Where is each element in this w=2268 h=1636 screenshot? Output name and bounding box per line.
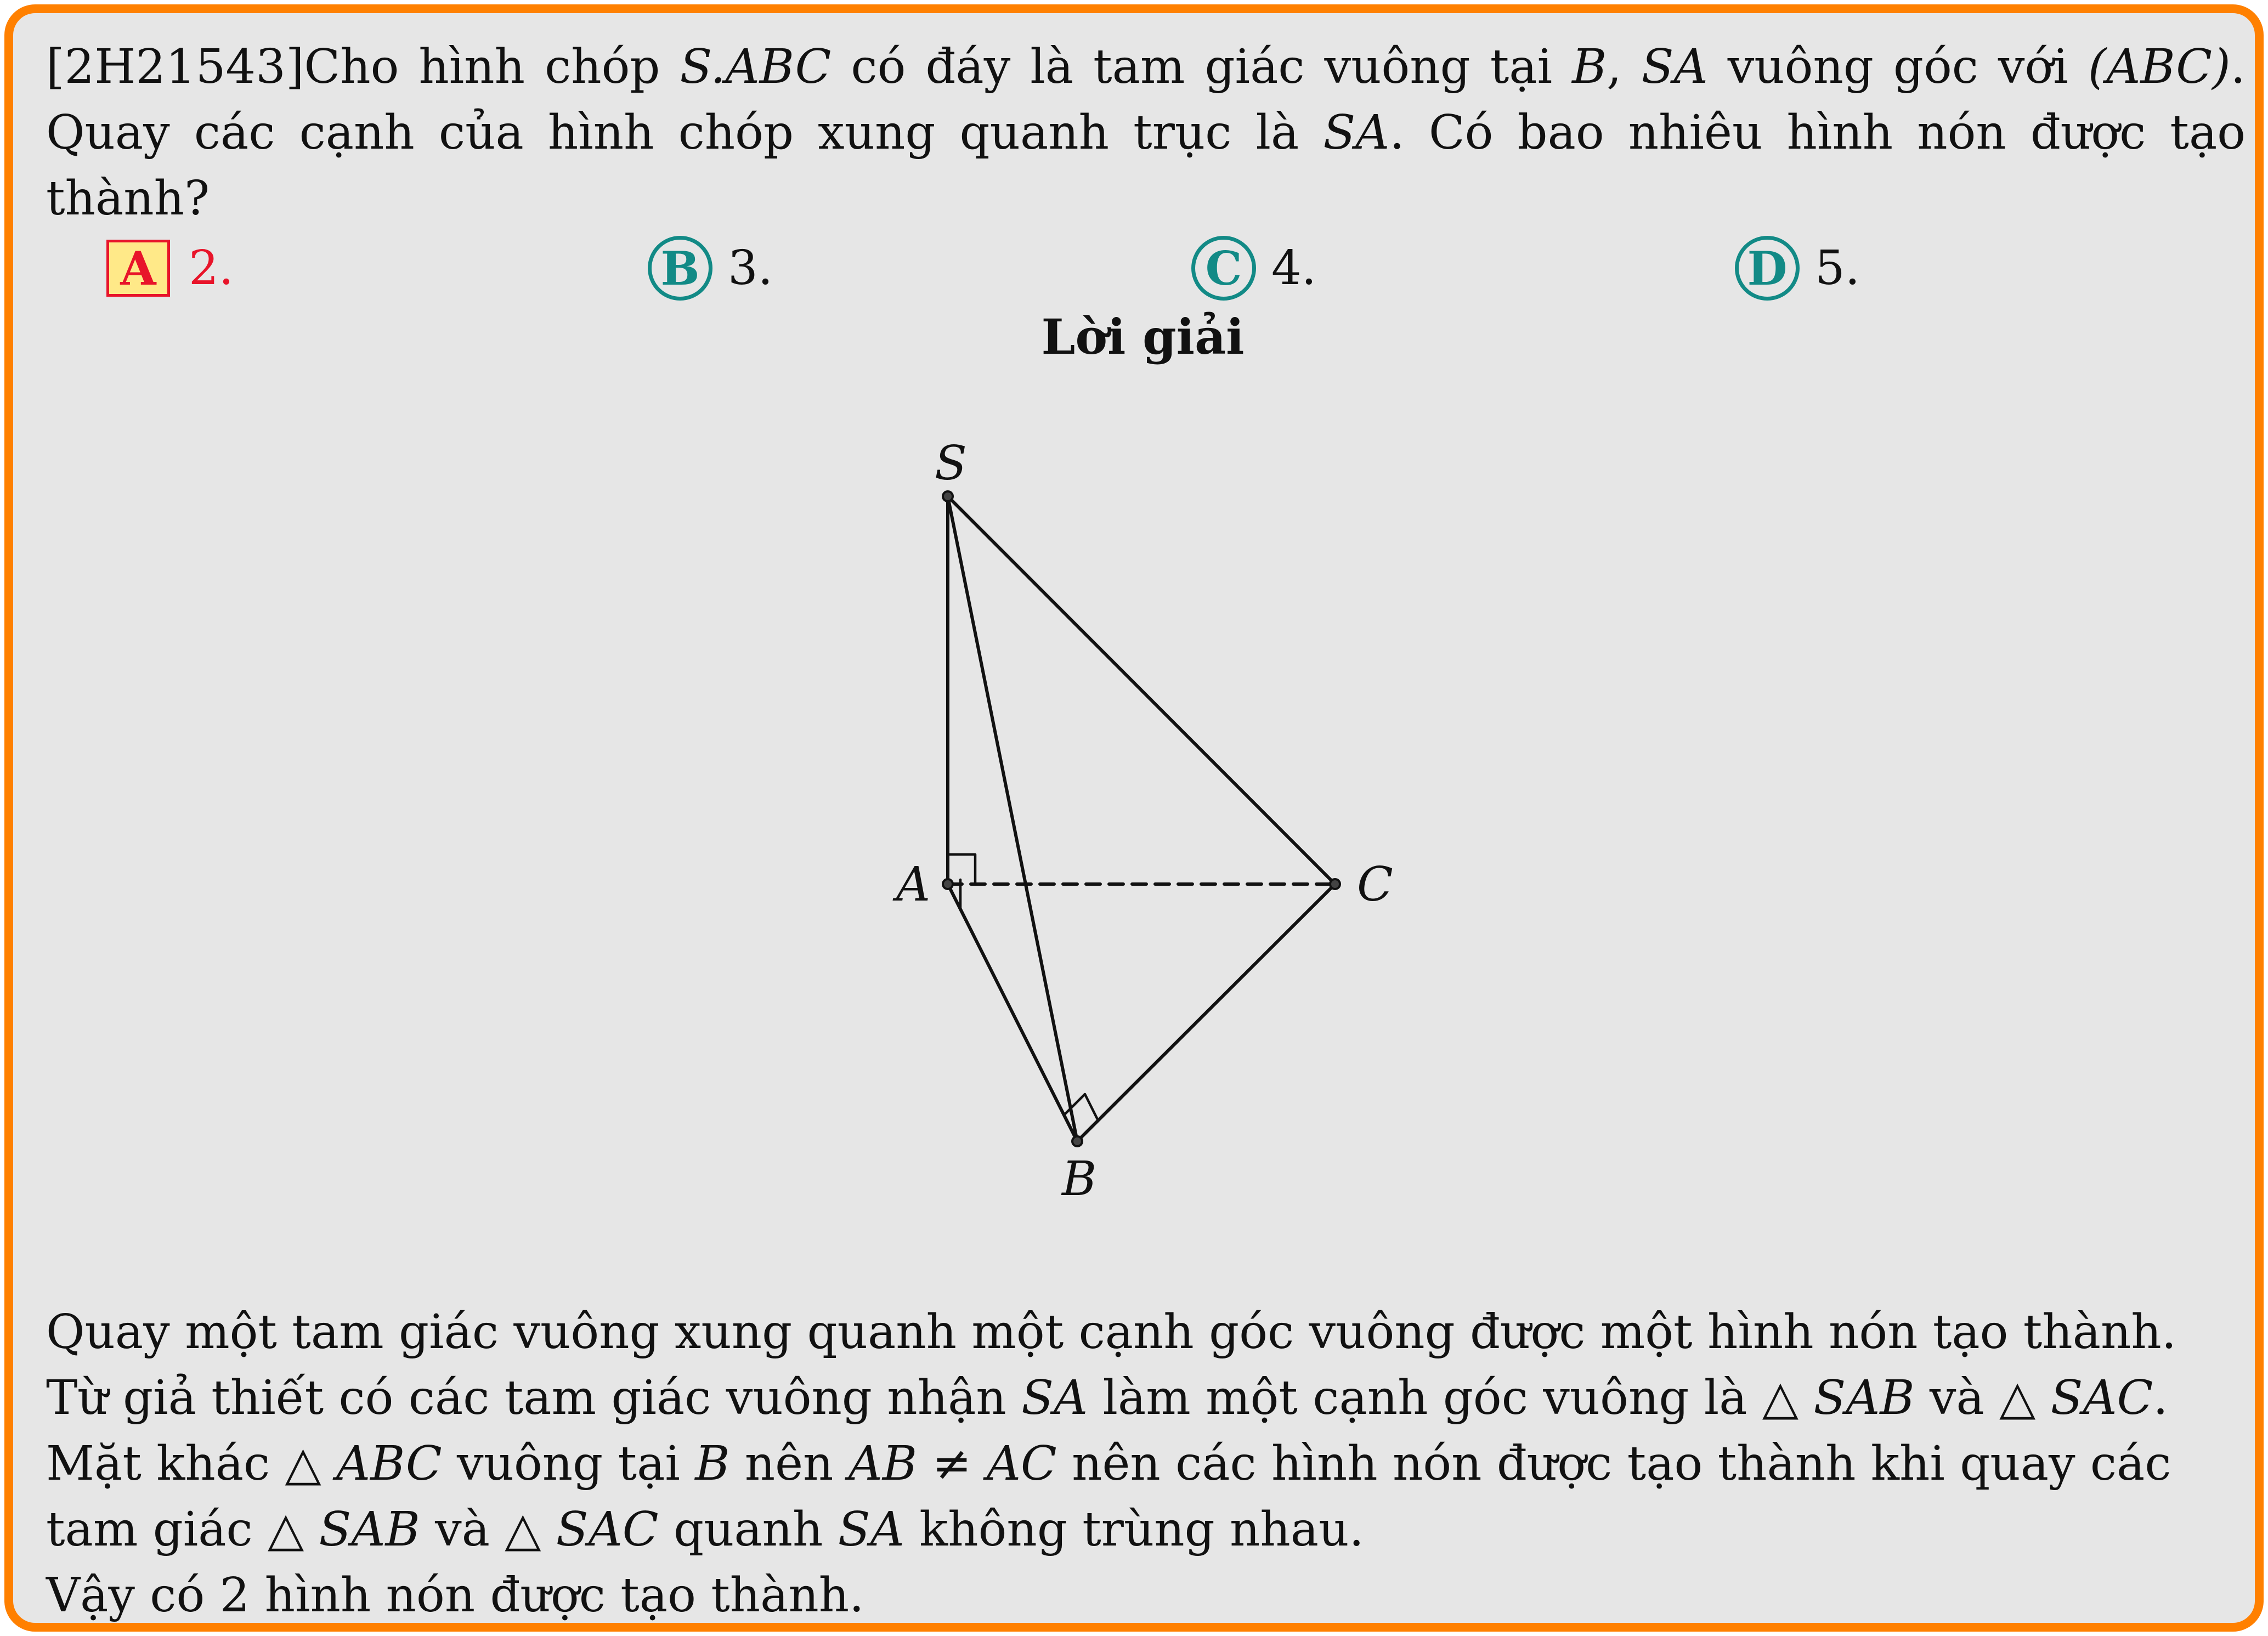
- problem-card: [4, 4, 2264, 1632]
- solution-line-4: tam giác △ SAB và △ SAC quanh SA không trùng nhau.: [46, 1502, 1364, 1557]
- solution-line-3: Mặt khác △ ABC vuông tại B nên AB ≠ AC nên các hình nón được tạo thành khi quay các: [46, 1436, 2171, 1491]
- point-c: [1330, 879, 1340, 889]
- solution-line-2: Từ giả thiết có các tam giác vuông nhận SA làm một cạnh góc vuông là △ SAB và △ SAC.: [46, 1371, 2168, 1425]
- edge-sc: [948, 496, 1335, 884]
- choice-b[interactable]: [648, 235, 773, 301]
- choice-c-text: 4.: [1271, 241, 1317, 296]
- pyramid-figure: [869, 430, 1439, 1231]
- solution-line-5: Vậy có 2 hình nón được tạo thành.: [46, 1568, 864, 1623]
- choice-b-letter: B: [648, 236, 712, 301]
- math-axis: SA: [1323, 105, 1390, 160]
- solution-title: Lời giải: [1041, 308, 1245, 365]
- edge-sb: [948, 496, 1077, 1141]
- point-a: [943, 879, 953, 889]
- choice-a-text: 2.: [189, 241, 234, 296]
- choice-d-text: 5.: [1815, 241, 1860, 296]
- choice-d[interactable]: [1735, 235, 1860, 301]
- choice-d-letter: D: [1735, 236, 1800, 301]
- choice-c-letter: C: [1191, 236, 1256, 301]
- label-a: A: [896, 857, 931, 912]
- point-b: [1072, 1136, 1082, 1146]
- solution-line-1: Quay một tam giác vuông xung quanh một cạnh góc vuông được một hình nón tạo thành.: [46, 1305, 2177, 1360]
- edge-bc: [1077, 884, 1335, 1141]
- solution-text: [46, 1299, 2246, 1628]
- label-b: B: [1062, 1152, 1097, 1207]
- math-edge-sa: SA: [1641, 39, 1708, 94]
- math-vertex-b: B: [1572, 39, 1607, 94]
- choice-a[interactable]: [106, 235, 234, 301]
- math-plane: (ABC): [2088, 39, 2231, 94]
- answer-choices: [13, 235, 2268, 301]
- math-pyramid: S.ABC: [680, 39, 832, 94]
- edge-ab: [948, 884, 1077, 1141]
- label-s: S: [935, 436, 967, 491]
- label-c: C: [1357, 857, 1393, 912]
- choice-b-text: 3.: [728, 241, 773, 296]
- point-s: [943, 491, 953, 501]
- choice-c[interactable]: [1191, 235, 1316, 301]
- choice-a-letter: A: [106, 240, 170, 297]
- question-text: [2H21543]Cho hình chóp S.ABC có đáy là tam giác vuông tại B, SA vuông góc với (ABC). Quay các cạnh của hình chóp xung quanh trục là SA. Có bao nhiêu hình nón được tạo thành?: [46, 39, 2246, 226]
- question-code: [2H21543]: [46, 39, 304, 94]
